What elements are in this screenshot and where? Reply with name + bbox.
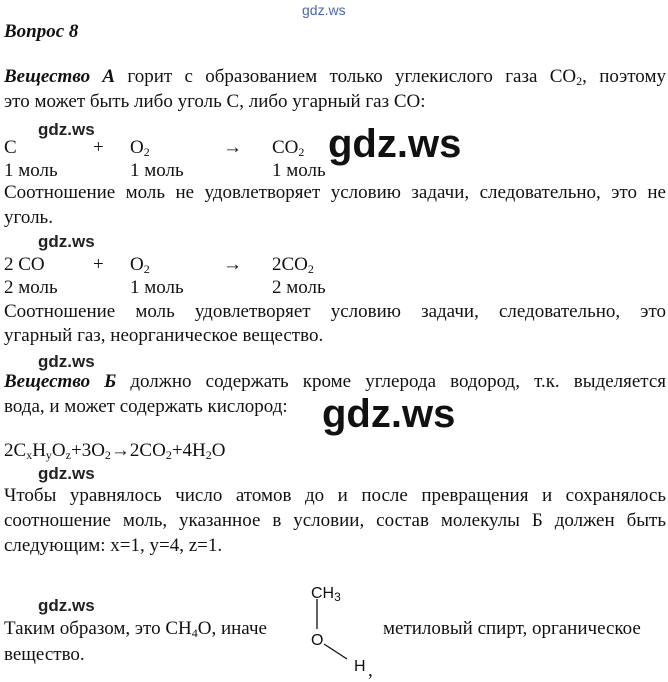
conclusion2-line2: угарный газ, неорганическое вещество. [4, 325, 324, 346]
watermark-small: gdz.ws [38, 464, 95, 483]
eq1-plus: + [93, 137, 104, 158]
watermark-large: gdz.ws [328, 122, 462, 166]
subscript: 2 [143, 262, 150, 276]
text: CH [311, 585, 335, 602]
text: Таким образом, это CH [4, 618, 192, 639]
structure-h: H [354, 658, 366, 675]
substance-a-label: Вещество А [4, 66, 116, 87]
eq2-reactant1: 2 CO [4, 254, 45, 275]
question-title: Вопрос 8 [4, 21, 79, 42]
structure-o: O [311, 632, 324, 649]
subscript: 2 [307, 262, 314, 276]
subscript: 4 [191, 626, 198, 640]
subscript: 2 [165, 448, 172, 462]
eq2-plus: + [93, 254, 104, 275]
text: O [51, 440, 66, 461]
text: →2CO [110, 440, 166, 461]
subscript: 2 [104, 448, 111, 462]
subscript: 2 [298, 145, 305, 159]
conclusion1-line1: Соотношение моль не удовлетворяет условию задачи, следовательно, это не [4, 182, 666, 203]
subscript: z [65, 448, 71, 462]
eq2-moles3: 2 моль [272, 277, 326, 298]
paragraph-b-line2: вода, и может содержать кислород: [4, 396, 288, 417]
text: O [130, 254, 144, 275]
bond-o-h [324, 644, 347, 659]
text: O [130, 137, 144, 158]
text: 2C [4, 440, 27, 461]
eq2-product [272, 254, 314, 276]
eq1-product [272, 137, 304, 159]
final-line1-end: метиловый спирт, органическое [383, 618, 641, 639]
text: O [211, 440, 226, 461]
text: H [32, 440, 46, 461]
paragraph-c-line3: следующим: x=1, y=4, z=1. [4, 535, 223, 556]
text: +4H [171, 440, 206, 461]
paragraph-a-line2: это может быть либо уголь С, либо угарный газ CO: [4, 91, 426, 112]
paragraph-b-line1 [4, 371, 666, 393]
watermark-small: gdz.ws [38, 596, 95, 615]
subscript: x [26, 448, 33, 462]
eq1-arrow: → [223, 137, 242, 158]
subscript: y [45, 448, 52, 462]
structure-ch3 [311, 583, 341, 605]
eq1-moles2: 1 моль [130, 160, 184, 181]
eq2-moles2: 1 моль [130, 277, 184, 298]
text: CO [272, 137, 299, 158]
subscript: 3 [334, 590, 341, 604]
structure-comma: , [368, 660, 373, 681]
eq1-moles3: 1 моль [272, 160, 326, 181]
final-line1-start [4, 618, 267, 640]
text: должно содержать кроме углерода водород, т.к. выделяется [116, 371, 666, 392]
paragraph-c-line1: Чтобы уравнялось число атомов до и после превращения и сохранялось [4, 485, 666, 506]
text: +3O [70, 440, 105, 461]
substance-b-label: Вещество Б [4, 371, 117, 392]
eq3-equation [4, 440, 226, 462]
paragraph-c-line2: соотношение моль, указанное в условии, состав молекулы Б должен быть [4, 510, 666, 531]
final-line2: вещество. [4, 644, 85, 665]
watermark-large: gdz.ws [322, 392, 456, 436]
eq2-arrow: → [223, 254, 242, 275]
eq1-reactant2 [130, 137, 150, 159]
text: , поэтому [582, 66, 666, 87]
watermark-top: gdz.ws [302, 2, 346, 18]
subscript: 2 [205, 448, 212, 462]
paragraph-a-line1 [4, 66, 666, 88]
watermark-small: gdz.ws [38, 352, 95, 371]
subscript: 2 [143, 145, 150, 159]
watermark-small: gdz.ws [38, 232, 95, 251]
eq1-moles1: 1 моль [4, 160, 58, 181]
subscript: 2 [576, 74, 583, 88]
eq2-moles1: 2 моль [4, 277, 58, 298]
watermark-small: gdz.ws [38, 120, 95, 139]
conclusion2-line1: Соотношение моль удовлетворяет условию задачи, следовательно, это [4, 301, 666, 322]
text: горит с образованием только углекислого газа CO [115, 66, 577, 87]
conclusion1-line2: уголь. [4, 207, 53, 228]
text: 2CO [272, 254, 308, 275]
eq1-reactant1: C [4, 137, 17, 158]
eq2-reactant2 [130, 254, 150, 276]
text: O, иначе [197, 618, 267, 639]
